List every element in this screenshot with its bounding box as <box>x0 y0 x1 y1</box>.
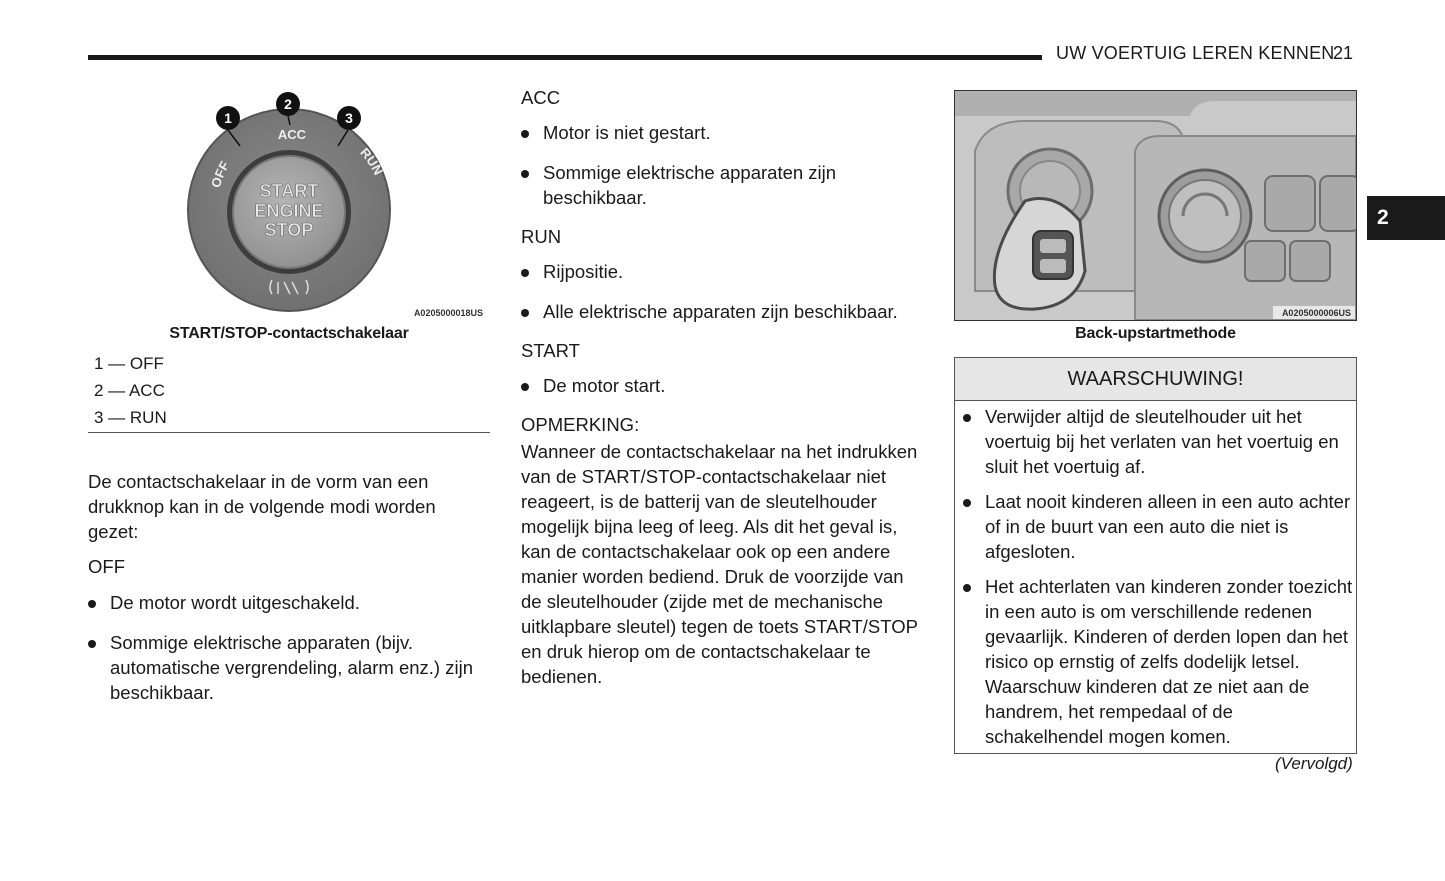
run-heading: RUN <box>521 226 562 247</box>
bullet-icon <box>88 640 96 648</box>
button-label-start: START <box>259 181 319 201</box>
off-heading: OFF <box>88 556 125 577</box>
legend-divider <box>88 432 490 433</box>
running-header: UW VOERTUIG LEREN KENNEN <box>1056 43 1335 63</box>
svg-text:2: 2 <box>284 96 292 112</box>
acc-heading: ACC <box>521 87 561 108</box>
bullet-icon <box>963 499 971 507</box>
figure2-caption: Back-upstartmethode <box>1075 325 1236 342</box>
note-heading: OPMERKING: <box>521 414 640 435</box>
intro-paragraph: De contactschakelaar in de vorm van een drukknop kan in de volgende modi worden gezet: <box>88 471 436 542</box>
backup-start-figure <box>954 90 1357 321</box>
list-item: Sommige elektrische apparaten (bijv. automatische vergrendeling, alarm enz.) zijn beschikbaar. <box>88 630 488 705</box>
list-item: Laat nooit kinderen alleen in een auto achter of in de buurt van een auto die niet is afgesloten. <box>963 489 1353 564</box>
list-item: Rijpositie. <box>521 259 931 284</box>
warning-title: WAARSCHUWING! <box>955 358 1356 401</box>
figure-code: A0205000006US <box>1281 308 1351 318</box>
list-item: Het achterlaten van kinderen zonder toezicht in een auto is om verschillende redenen gevaarlijk. Kinderen of derden lopen dan het risico op ernstig of zelfs dodelijk letsel. Waarschuw kinderen dat ze niet aan de handrem, het rempedaal of de schakelhendel mogen komen. <box>963 574 1353 749</box>
chapter-tab: 2 <box>1367 196 1445 240</box>
backup-start-illustration <box>955 91 1356 320</box>
bullet-icon <box>521 383 529 391</box>
header-rule <box>88 55 1042 60</box>
bullet-icon <box>521 309 529 317</box>
list-item: De motor wordt uitgeschakeld. <box>88 590 488 615</box>
legend-item: 3 — RUN <box>94 408 167 427</box>
list-item: De motor start. <box>521 373 931 398</box>
ring-label-acc: ACC <box>277 127 307 142</box>
start-stop-switch-illustration <box>160 90 490 320</box>
bullet-icon <box>963 414 971 422</box>
ring-label-off: OFF <box>208 158 233 190</box>
continued-label: (Vervolgd) <box>1275 754 1353 773</box>
list-item: Sommige elektrische apparaten zijn beschikbaar. <box>521 160 931 210</box>
list-item: Alle elektrische apparaten zijn beschikbaar. <box>521 299 931 324</box>
bullet-icon <box>88 600 96 608</box>
figure1-caption: START/STOP-contactschakelaar <box>169 325 409 342</box>
page-number: 21 <box>1333 43 1354 63</box>
start-stop-switch-figure <box>160 90 490 320</box>
svg-text:1: 1 <box>224 110 232 126</box>
legend-item: 2 — ACC <box>94 381 165 400</box>
ring-label-run: RUN <box>357 144 387 178</box>
svg-text:3: 3 <box>345 110 353 126</box>
bullet-icon <box>521 130 529 138</box>
bullet-icon <box>521 170 529 178</box>
warning-box <box>954 357 1357 754</box>
figure-code: A0205000018US <box>413 308 483 318</box>
start-heading: START <box>521 340 580 361</box>
legend-item: 1 — OFF <box>94 354 164 373</box>
list-item: Verwijder altijd de sleutelhouder uit het voertuig bij het verlaten van het voertuig en sluit het voertuig af. <box>963 404 1353 479</box>
list-item: Motor is niet gestart. <box>521 120 931 145</box>
bullet-icon <box>963 584 971 592</box>
note-paragraph: Wanneer de contactschakelaar na het indrukken van de START/STOP-contactschakelaar niet reageert, is de batterij van de sleutelhouder mogelijk bijna leeg of leeg. Als dit het geval is, kan de contactschakelaar ook op een andere manier worden bediend. Druk de voorzijde van de sleutelhouder (zijde met de mechanische uitklapbare sleutel) tegen de toets START/STOP en druk hierop om de contactschakelaar te bedienen. <box>521 441 918 687</box>
bullet-icon <box>521 269 529 277</box>
button-label-stop: STOP <box>264 220 314 240</box>
button-label-engine: ENGINE <box>254 201 324 221</box>
